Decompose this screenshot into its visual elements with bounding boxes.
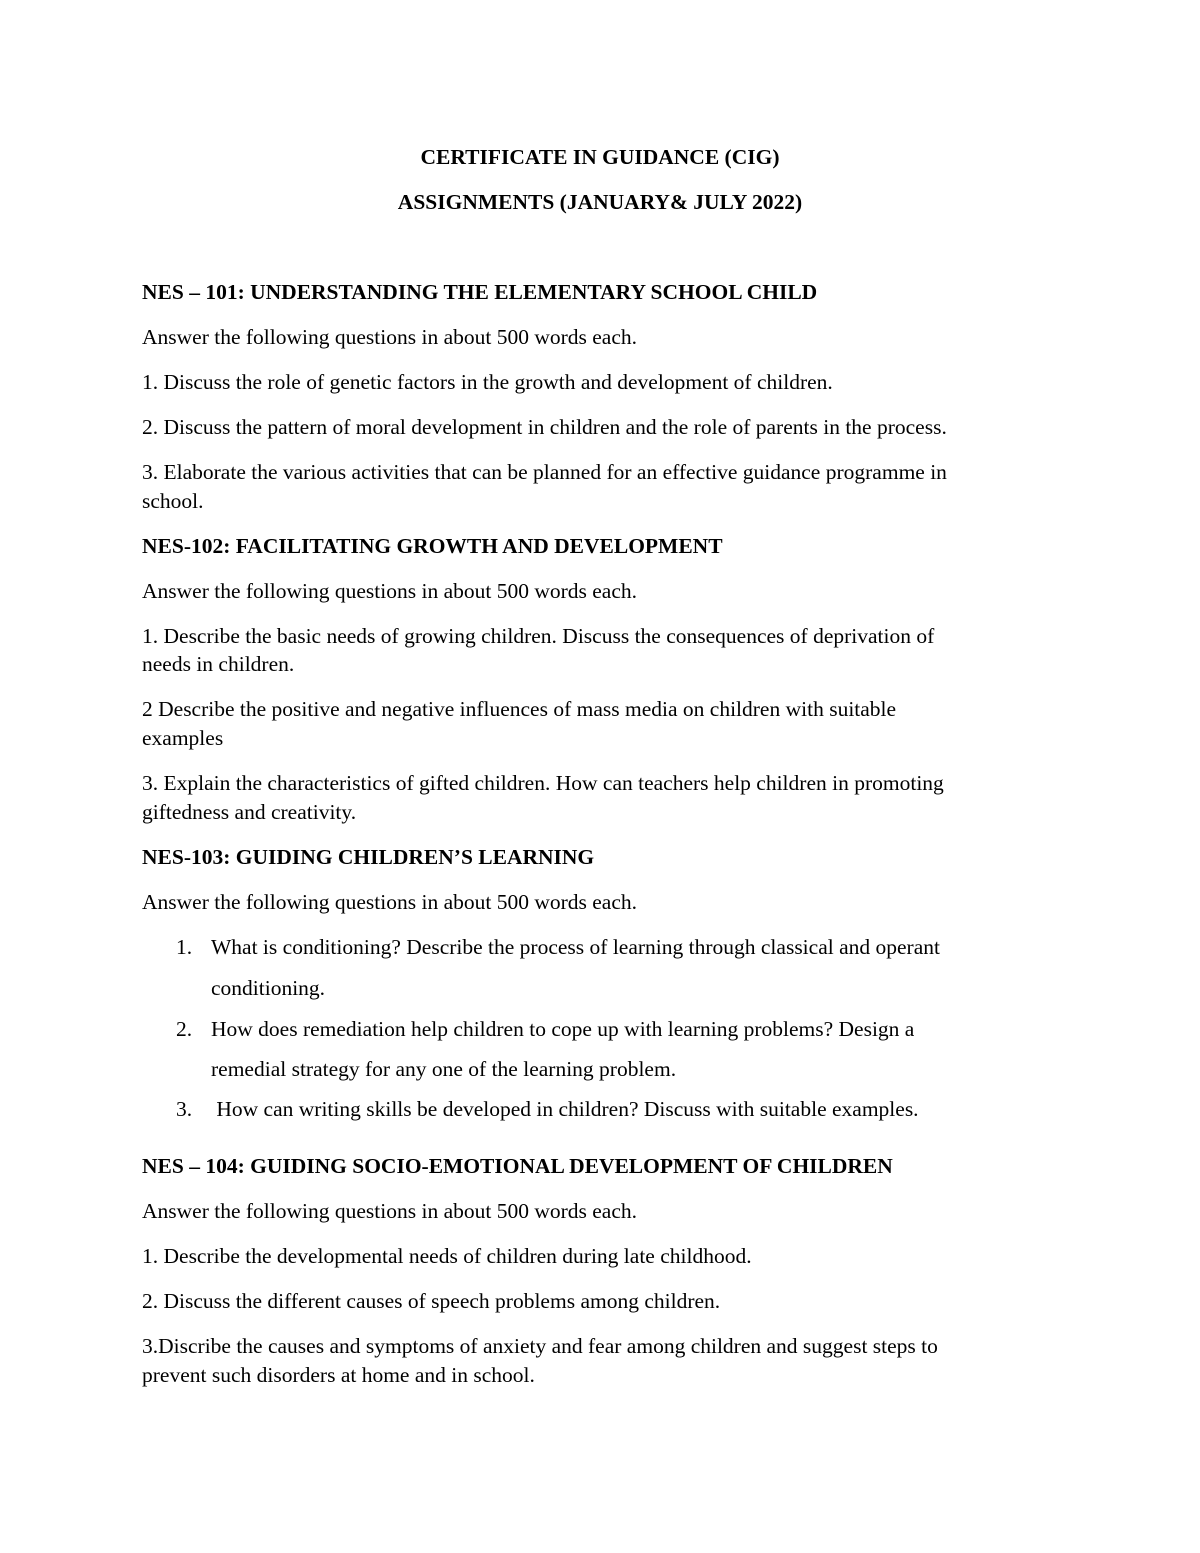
list-number: 1. [176,935,193,959]
section-heading-nes-101: NES – 101: UNDERSTANDING THE ELEMENTARY SCHOOL CHILD [142,280,818,304]
question-line: What is conditioning? Describe the process of learning through classical and operant [211,935,940,959]
question-line: 2 Describe the positive and negative influences of mass media on children with suitable [142,697,897,721]
section-heading-nes-103: NES-103: GUIDING CHILDREN’S LEARNING [142,845,595,869]
question-line: 3. Explain the characteristics of gifted children. How can teachers help children in promoting [142,771,944,795]
question-line: giftedness and creativity. [142,800,357,824]
question-line: school. [142,489,204,513]
question-line: 2. Discuss the different causes of speech problems among children. [142,1289,721,1313]
question-line: 1. Discuss the role of genetic factors in the growth and development of children. [142,370,833,394]
question-line: prevent such disorders at home and in school. [142,1363,535,1387]
question-line: examples [142,726,224,750]
document-title: CERTIFICATE IN GUIDANCE (CIG) [420,145,780,169]
question-line: 3. Elaborate the various activities that can be planned for an effective guidance programme in [142,460,947,484]
question-line: needs in children. [142,652,295,676]
question-line: 1. Describe the developmental needs of children during late childhood. [142,1244,752,1268]
section-instruction: Answer the following questions in about 500 words each. [142,1199,638,1223]
question-line: How can writing skills be developed in children? Discuss with suitable examples. [211,1097,919,1121]
question-line: 3.Discribe the causes and symptoms of anxiety and fear among children and suggest steps to [142,1334,938,1358]
question-line: remedial strategy for any one of the learning problem. [211,1057,677,1081]
list-number: 2. [176,1017,193,1041]
section-heading-nes-102: NES-102: FACILITATING GROWTH AND DEVELOPMENT [142,534,723,558]
question-line: How does remediation help children to cope up with learning problems? Design a [211,1017,915,1041]
list-number: 3. [176,1097,193,1121]
question-line: 1. Describe the basic needs of growing children. Discuss the consequences of deprivation of [142,624,935,648]
section-instruction: Answer the following questions in about 500 words each. [142,579,638,603]
section-instruction: Answer the following questions in about 500 words each. [142,890,638,914]
document-subtitle: ASSIGNMENTS (JANUARY& JULY 2022) [397,190,803,214]
question-line: conditioning. [211,976,326,1000]
question-line: 2. Discuss the pattern of moral development in children and the role of parents in the process. [142,415,947,439]
section-instruction: Answer the following questions in about 500 words each. [142,325,638,349]
section-heading-nes-104: NES – 104: GUIDING SOCIO-EMOTIONAL DEVELOPMENT OF CHILDREN [142,1154,893,1178]
